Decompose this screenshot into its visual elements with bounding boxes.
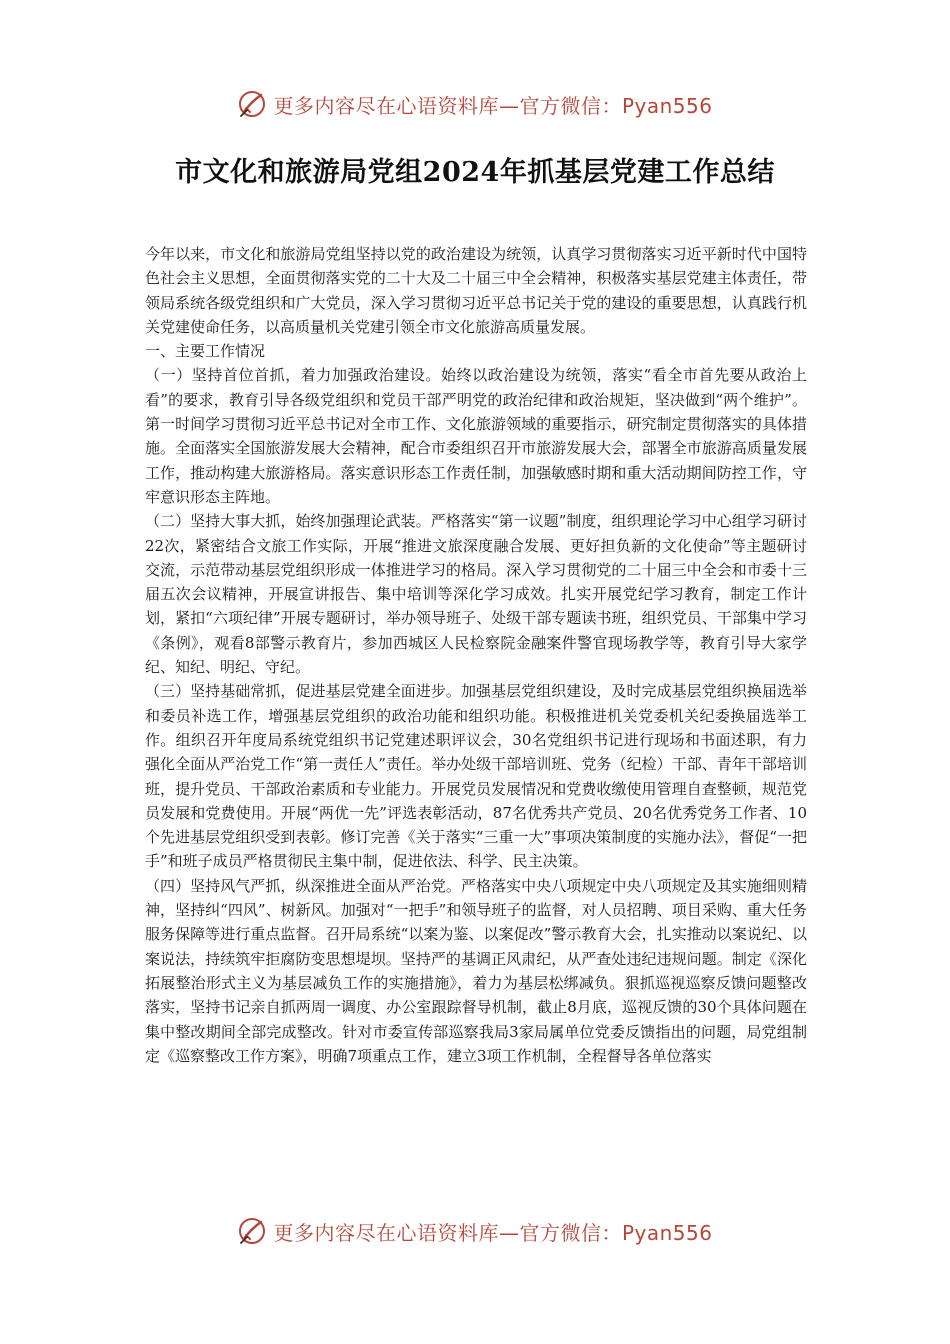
pen-scroll-logo-icon xyxy=(237,1216,267,1246)
footer-watermark-banner xyxy=(0,1213,950,1249)
watermark-text: 更多内容尽在心语资料库—官方微信：Pyan556 xyxy=(273,93,713,118)
paragraph-political-building: （一）坚持首位首抓，着力加强政治建设。始终以政治建设为统领，落实“看全市首先要从政治上看”的要求，教育引导各级党组织和党员干部严明党的政治纪律和政治规矩，坚决做到“两个维护”。第一时间学习贯彻习近平总书记对全市工作、文化旅游领域的重要指示，研究制定贯彻落实的具体措施。全面落实全国旅游发展大会精神，配合市委组织召开市旅游发展大会，部署全市旅游高质量发展工作，推动构建大旅游格局。落实意识形态工作责任制，加强敏感时期和重大活动期间防控工作，守牢意识形态主阵地。 xyxy=(145,366,807,506)
document-body xyxy=(145,242,807,1068)
section-heading: 一、主要工作情况 xyxy=(145,342,266,361)
paragraph-grassroots-building: （三）坚持基础常抓，促进基层党建全面进步。加强基层党组织建设，及时完成基层党组织换届选举和委员补选工作，增强基层党组织的政治功能和组织功能。积极推进机关党委机关纪委换届选举工作。组织召开年度局系统党组织书记党建述职评议会，30名党组织书记进行现场和书面述职，有力强化全面从严治党工作“第一责任人”责任。举办处级干部培训班、党务（纪检）干部、青年干部培训班，提升党员、干部政治素质和专业能力。开展党员发展情况和党费收缴使用管理自查整顿，规范党员发展和党费使用。开展“两优一先”评选表彰活动，87名优秀共产党员、20名优秀党务工作者、10个先进基层党组织受到表彰。修订完善《关于落实“三重一大”事项决策制度的实施办法》，督促“一把手”和班子成员严格贯彻民主集中制，促进依法、科学、民主决策。 xyxy=(145,682,807,871)
pen-scroll-logo-icon xyxy=(237,89,267,119)
watermark-text: 更多内容尽在心语资料库—官方微信：Pyan556 xyxy=(273,1220,713,1245)
paragraph-intro: 今年以来，市文化和旅游局党组坚持以党的政治建设为统领，认真学习贯彻落实习近平新时代中国特色社会主义思想，全面贯彻落实党的二十大及二十届三中全会精神，积极落实基层党建主体责任，带领局系统各级党组织和广大党员，深入学习贯彻习近平总书记关于党的建设的重要思想，认真践行机关党建使命任务，以高质量机关党建引领全市文化旅游高质量发展。 xyxy=(145,245,807,336)
paragraph-theory-study: （二）坚持大事大抓，始终加强理论武装。严格落实“第一议题”制度，组织理论学习中心组学习研讨22次，紧密结合文旅工作实际，开展“推进文旅深度融合发展、更好担负新的文化使命”等主题研讨交流，示范带动基层党组织形成一体推进学习的格局。深入学习贯彻党的二十届三中全会和市委十三届五次会议精神，开展宣讲报告、集中培训等深化学习成效。扎实开展党纪学习教育，制定工作计划，紧扣“六项纪律”开展专题研讨，举办领导班子、处级干部专题读书班，组织党员、干部集中学习《条例》，观看8部警示教育片，参加西城区人民检察院金融案件警官现场教学等，教育引导大家学纪、知纪、明纪、守纪。 xyxy=(145,512,807,677)
paragraph-strict-governance: （四）坚持风气严抓，纵深推进全面从严治党。严格落实中央八项规定中央八项规定及其实施细则精神，坚持纠“四风”、树新风。加强对“一把手”和领导班子的监督，对人员招聘、项目采购、重大任务服务保障等进行重点监督。召开局系统“以案为鉴、以案促改”警示教育大会，扎实推动以案说纪、以案说法，持续筑牢拒腐防变思想堤坝。坚持严的基调正风肃纪，从严查处违纪违规问题。制定《深化拓展整治形式主义为基层减负工作的实施措施》，着力为基层松绑减负。狠抓巡视巡察反馈问题整改落实，坚持书记亲自抓两周一调度、办公室跟踪督导机制，截止8月底，巡视反馈的30个具体问题在集中整改期间全部完成整改。针对市委宣传部巡察我局3家局属单位党委反馈指出的问题，局党组制定《巡察整改工作方案》，明确7项重点工作，建立3项工作机制，全程督导各单位落实 xyxy=(145,876,807,1065)
document-title: 市文化和旅游局党组2024年抓基层党建工作总结 xyxy=(175,157,775,188)
header-watermark-banner xyxy=(0,86,950,122)
